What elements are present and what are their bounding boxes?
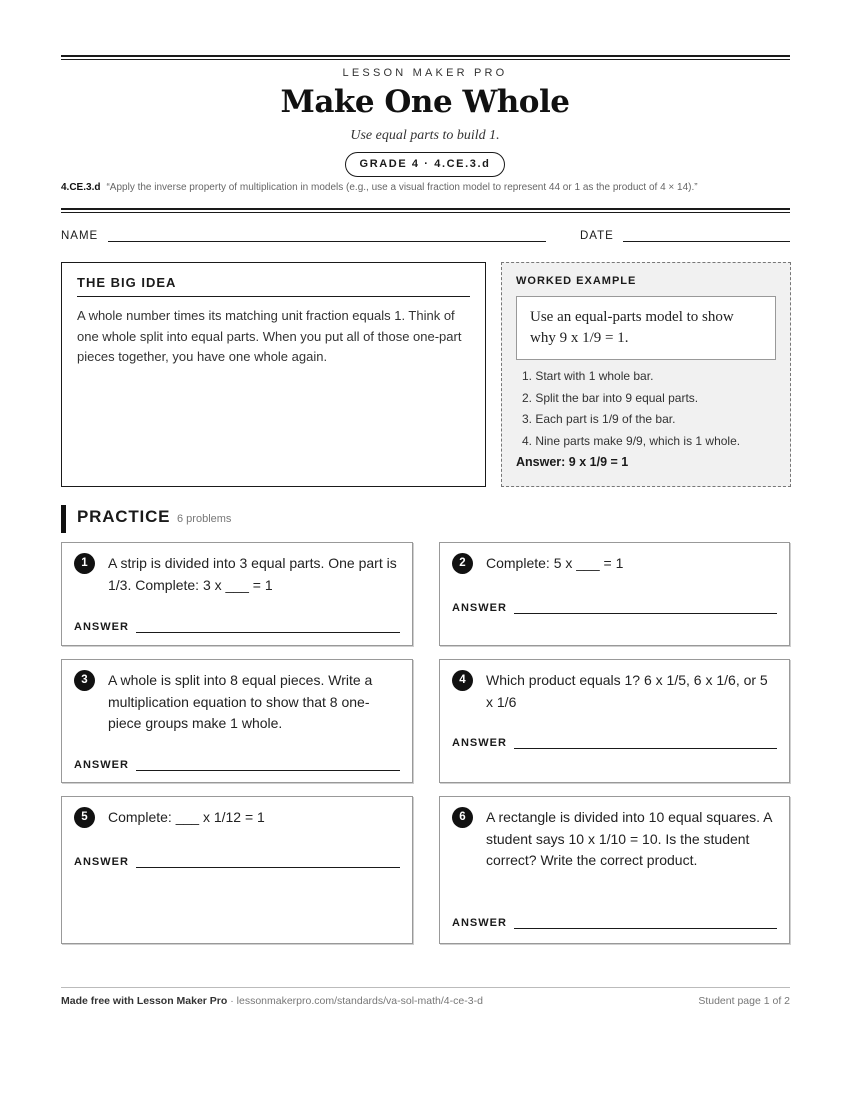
answer-label: ANSWER — [452, 737, 507, 749]
footer-rule — [61, 987, 790, 988]
big-idea-heading: THE BIG IDEA — [77, 275, 470, 297]
answer-line[interactable] — [136, 632, 400, 633]
worked-example-step: 1. Start with 1 whole bar. — [522, 369, 654, 383]
problem-card-3 — [61, 659, 413, 783]
answer-line[interactable] — [514, 613, 777, 614]
name-label: NAME — [61, 230, 99, 242]
answer-label: ANSWER — [74, 621, 129, 633]
date-label: DATE — [580, 230, 614, 242]
practice-count: 6 problems — [177, 513, 232, 525]
problem-number: 6 — [452, 807, 473, 828]
standard-code: 4.CE.3.d — [61, 182, 101, 193]
problem-card-1 — [61, 542, 413, 646]
worked-example-step: 3. Each part is 1/9 of the bar. — [522, 412, 676, 426]
brand-name: LESSON MAKER PRO — [342, 67, 508, 79]
answer-row — [74, 759, 400, 775]
answer-line[interactable] — [514, 928, 777, 929]
problem-text: Complete: ___ x 1/12 = 1 — [108, 809, 265, 825]
footer-url[interactable]: · lessonmakerpro.com/standards/va-sol-math/4-ce-3-d — [227, 995, 483, 1007]
answer-row — [452, 917, 777, 933]
header-bottom-rule — [61, 208, 790, 213]
worked-example-answer: Answer: 9 x 1/9 = 1 — [516, 455, 629, 469]
grade-badge: GRADE 4 · 4.CE.3.d — [345, 152, 505, 177]
big-idea-box — [61, 262, 486, 487]
problem-text: Which product equals 1? 6 x 1/5, 6 x 1/6, or 5 x 1/6 — [486, 672, 768, 710]
answer-row — [74, 856, 400, 872]
problem-text: Complete: 5 x ___ = 1 — [486, 555, 624, 571]
top-rule — [61, 55, 790, 60]
footer-page-number: Student page 1 of 2 — [698, 995, 790, 1007]
practice-accent-bar — [61, 505, 66, 533]
answer-label: ANSWER — [452, 602, 507, 614]
answer-line[interactable] — [136, 867, 400, 868]
practice-heading: PRACTICE — [77, 507, 171, 526]
footer-made-with: Made free with Lesson Maker Pro — [61, 995, 228, 1007]
date-field[interactable] — [623, 241, 790, 242]
answer-row — [452, 737, 777, 753]
standard-description — [61, 182, 801, 193]
page-subtitle: Use equal parts to build 1. — [350, 128, 500, 143]
answer-label: ANSWER — [452, 917, 507, 929]
answer-row — [74, 621, 400, 637]
problem-card-6 — [439, 796, 790, 944]
answer-label: ANSWER — [74, 759, 129, 771]
problem-text: A strip is divided into 3 equal parts. One part is 1/3. Complete: 3 x ___ = 1 — [108, 555, 397, 593]
problem-card-2 — [439, 542, 790, 646]
problem-number: 4 — [452, 670, 473, 691]
worked-example-box — [501, 262, 791, 487]
worked-example-heading: WORKED EXAMPLE — [516, 275, 637, 287]
problem-number: 3 — [74, 670, 95, 691]
answer-line[interactable] — [514, 748, 777, 749]
worked-example-steps — [516, 366, 776, 452]
page-title: Make One Whole — [280, 84, 570, 120]
problem-card-4 — [439, 659, 790, 783]
worked-example-step: 4. Nine parts make 9/9, which is 1 whole. — [522, 433, 741, 448]
worked-example-prompt: Use an equal-parts model to show why 9 x 1/9 = 1. — [516, 296, 776, 360]
answer-row — [452, 602, 777, 618]
problem-number: 2 — [452, 553, 473, 574]
big-idea-text: A whole number times its matching unit fraction equals 1. Think of one whole split into equal parts. When you put all of those one-part pieces together, you have one whole again. — [77, 308, 462, 364]
problem-number: 1 — [74, 553, 95, 574]
footer-credit — [61, 995, 483, 1007]
standard-text: “Apply the inverse property of multiplication in models (e.g., use a visual fraction model to represent 44 or 1 as the product of 4 × 14).” — [106, 182, 698, 193]
name-field[interactable] — [108, 241, 546, 242]
problem-card-5 — [61, 796, 413, 944]
answer-line[interactable] — [136, 770, 400, 771]
problem-number: 5 — [74, 807, 95, 828]
answer-label: ANSWER — [74, 856, 129, 868]
worked-example-step: 2. Split the bar into 9 equal parts. — [522, 390, 699, 405]
problem-text: A rectangle is divided into 10 equal squares. A student says 10 x 1/10 = 10. Is the student correct? Write the correct product. — [486, 809, 772, 868]
problem-text: A whole is split into 8 equal pieces. Write a multiplication equation to show that 8 one-piece groups make 1 whole. — [108, 672, 373, 731]
